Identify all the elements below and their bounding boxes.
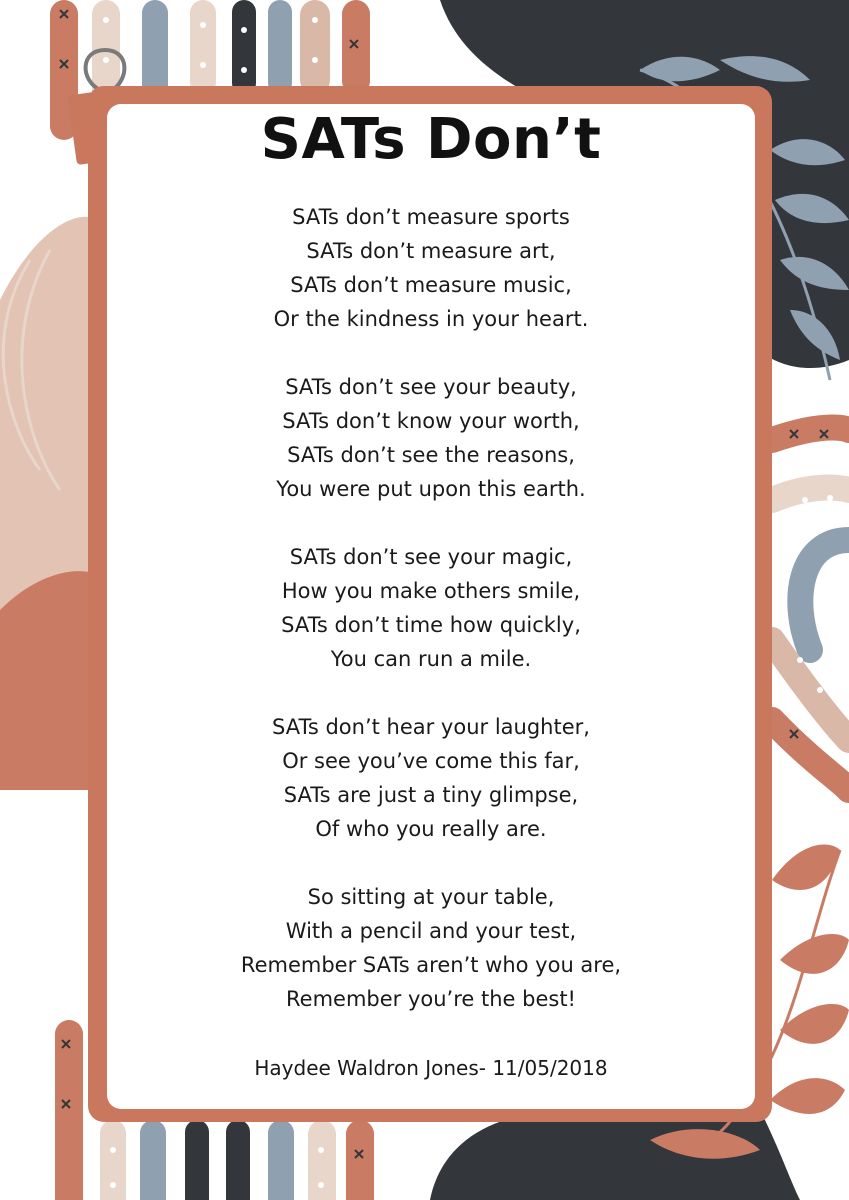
poem-body <box>107 200 755 1050</box>
stanza <box>107 540 755 676</box>
stripe <box>226 1120 250 1200</box>
poem-line: SATs don’t see your beauty, <box>285 375 577 399</box>
poem-line: With a pencil and your test, <box>285 919 577 943</box>
poem-line: You were put upon this earth. <box>276 477 586 501</box>
stanza <box>107 710 755 846</box>
poem-line: Or see you’ve come this far, <box>282 749 580 773</box>
stripe <box>268 1120 294 1200</box>
poem-line: You can run a mile. <box>330 647 532 671</box>
dark-blob-bottom-shape <box>430 1110 800 1200</box>
stripe <box>185 1120 209 1200</box>
stripe <box>308 1120 336 1200</box>
stanza <box>107 370 755 506</box>
poem-line: SATs don’t time how quickly, <box>281 613 581 637</box>
poem-line: SATs don’t measure art, <box>306 239 556 263</box>
poem-line: SATs are just a tiny glimpse, <box>283 783 579 807</box>
stanza <box>107 200 755 336</box>
stripe <box>342 0 370 95</box>
poem-line: SATs don’t hear your laughter, <box>272 715 590 739</box>
poem-line: Remember you’re the best! <box>286 987 576 1011</box>
stripe <box>300 0 330 95</box>
poem-line: So sitting at your table, <box>307 885 555 909</box>
stripe <box>346 1120 374 1200</box>
poem-line: SATs don’t know your worth, <box>282 409 580 433</box>
poem-line: Of who you really are. <box>315 817 547 841</box>
stripe <box>142 0 168 100</box>
rainbow-icon <box>772 428 849 791</box>
stripe <box>232 0 256 95</box>
poem-title: SATs Don’t <box>260 107 602 172</box>
poem-line: Or the kindness in your heart. <box>273 307 589 331</box>
author-credit: Haydee Waldron Jones- 11/05/2018 <box>254 1056 608 1080</box>
stanza <box>107 880 755 1016</box>
poem-line: SATs don’t measure sports <box>292 205 570 229</box>
poem-line: Remember SATs aren’t who you are, <box>240 953 622 977</box>
stripe <box>190 0 216 95</box>
poem-line: SATs don’t see the reasons, <box>287 443 575 467</box>
stripe <box>140 1120 166 1200</box>
stripe <box>268 0 292 95</box>
poem-line: SATs don’t see your magic, <box>289 545 573 569</box>
poem-line: SATs don’t measure music, <box>290 273 572 297</box>
poem-line: How you make others smile, <box>281 579 581 603</box>
